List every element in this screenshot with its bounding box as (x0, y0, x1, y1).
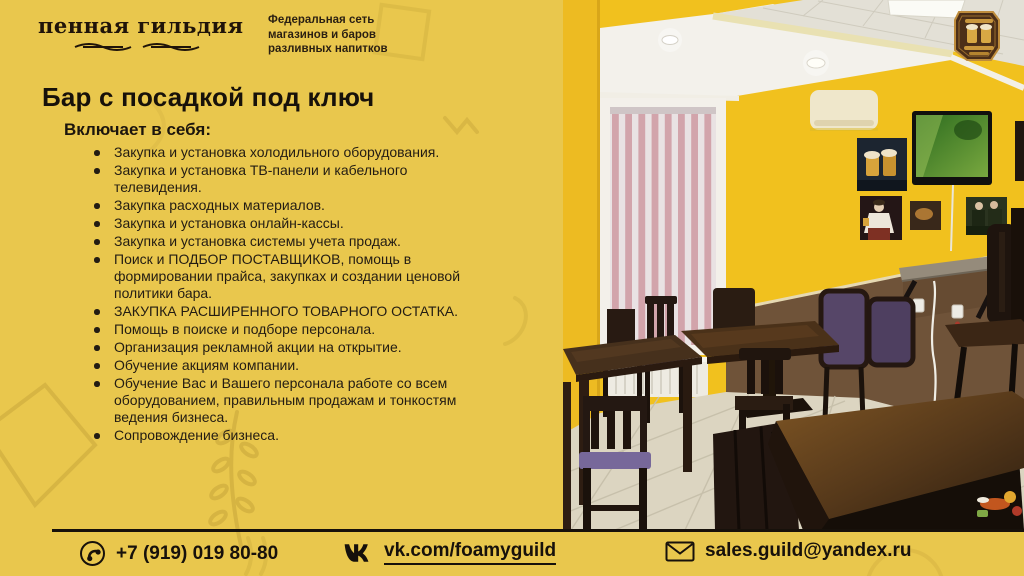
email-address: sales.guild@yandex.ru (705, 540, 912, 561)
brand-tagline: Федеральная сеть магазинов и баров разливных напитков (268, 14, 388, 56)
vk-url-link[interactable]: vk.com/foamyguild (384, 540, 556, 565)
guild-crest-badge (955, 12, 999, 60)
bar-interior-photo (563, 0, 1024, 530)
vk-contact (343, 540, 556, 565)
ceiling-light-panel (888, 0, 965, 18)
air-conditioner (810, 90, 878, 131)
chair-front-left (579, 396, 651, 530)
logo-flourish (73, 41, 203, 53)
service-item: Закупка расходных материалов. (88, 197, 469, 214)
footer-divider (52, 529, 1024, 532)
service-item: Обучение акциям компании. (88, 357, 469, 374)
service-item: ЗАКУПКА РАСШИРЕННОГО ТОВАРНОГО ОСТАТКА. (88, 303, 469, 320)
service-item: Поиск и ПОДБОР ПОСТАВЩИКОВ, помощь в формировании прайса, закупках и создании ценовой политики бара. (88, 251, 469, 302)
service-item: Закупка и установка онлайн-кассы. (88, 215, 469, 232)
service-item: Закупка и установка системы учета продаж. (88, 233, 469, 250)
poster-beer-mugs (857, 138, 907, 191)
services-list (88, 144, 469, 445)
service-item: Закупка и установка холодильного оборудования. (88, 144, 469, 161)
phone-contact (79, 540, 278, 567)
brand-name: пенная гильдия (38, 12, 244, 38)
poster-edge (1015, 121, 1024, 181)
service-item: Помощь в поиске и подборе персонала. (88, 321, 469, 338)
page-title: Бар с посадкой под ключ (42, 82, 375, 112)
list-heading: Включает в себя: (64, 120, 211, 139)
poster-waitress (860, 196, 902, 240)
service-item: Сопровождение бизнеса. (88, 427, 469, 444)
service-item: Закупка и установка ТВ-панели и кабельного телевидения. (88, 162, 469, 196)
service-item: Обучение Вас и Вашего персонала работе со всем оборудованием, правильным продажам и тонкостям ведения бизнеса. (88, 375, 469, 426)
envelope-icon (665, 541, 695, 562)
vk-icon (343, 542, 374, 563)
email-contact (665, 540, 912, 562)
phone-circle-icon (79, 540, 106, 567)
phone-number: +7 (919) 019 80-80 (116, 542, 279, 564)
service-item: Организация рекламной акции на открытие. (88, 339, 469, 356)
poster-small (910, 201, 941, 230)
brand-logo (33, 10, 243, 53)
